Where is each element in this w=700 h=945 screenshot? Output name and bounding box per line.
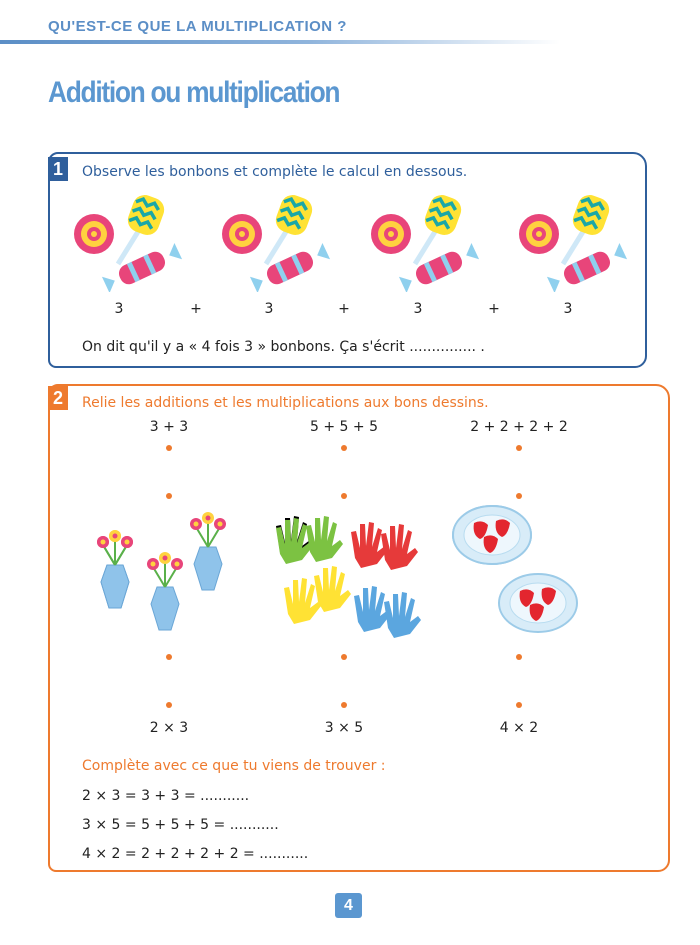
equation-line[interactable]: 2 × 3 = 3 + 3 = ........... [82,788,250,804]
candy-group-illustration [369,192,479,292]
connect-dot[interactable] [516,493,522,499]
exercise-2-instruction: Relie les additions et les multiplications aux bons dessins. [82,395,489,411]
connect-dot[interactable] [166,493,172,499]
connect-dot[interactable] [166,654,172,660]
section-header: QU'EST-CE QUE LA MULTIPLICATION ? [48,18,347,35]
multiplication-label: 2 × 3 [149,720,189,736]
connect-dot[interactable] [516,702,522,708]
connect-dot[interactable] [516,654,522,660]
equation-line[interactable]: 4 × 2 = 2 + 2 + 2 + 2 = ........... [82,846,309,862]
candy-group-illustration [220,192,330,292]
addition-label: 5 + 5 + 5 [310,419,378,435]
term: 3 [413,301,423,317]
addition-label: 3 + 3 [149,419,189,435]
connect-dot[interactable] [341,654,347,660]
exercise-1-sentence[interactable]: On dit qu'il y a « 4 fois 3 » bonbons. Ça s'écrit ............... . [82,339,485,355]
term: 3 [114,301,124,317]
term: 3 [264,301,274,317]
connect-dot[interactable] [516,445,522,451]
exercise-1-badge: 1 [48,157,68,181]
connect-dot[interactable] [341,445,347,451]
connect-dot[interactable] [166,702,172,708]
gloves-illustration [272,512,422,640]
addition-label: 2 + 2 + 2 + 2 [470,419,568,435]
term: 3 [563,301,573,317]
flower-vases-illustration [95,510,245,640]
exercise-1-instruction: Observe les bonbons et complète le calcul en dessous. [82,164,468,180]
exercise-2-badge: 2 [48,386,68,410]
equation-line[interactable]: 3 × 5 = 5 + 5 + 5 = ........... [82,817,279,833]
multiplication-label: 3 × 5 [324,720,364,736]
connect-dot[interactable] [166,445,172,451]
connect-dot[interactable] [341,702,347,708]
plus-sign: + [338,301,350,317]
plus-sign: + [190,301,202,317]
multiplication-label: 4 × 2 [499,720,539,736]
complete-instruction: Complète avec ce que tu viens de trouver : [82,758,386,774]
plus-sign: + [488,301,500,317]
candy-group-illustration [517,192,627,292]
candy-group-illustration [72,192,182,292]
page-title: Addition ou multiplication [48,76,340,109]
connect-dot[interactable] [341,493,347,499]
header-divider [0,40,560,44]
strawberry-plates-illustration [452,505,592,640]
page-number: 4 [335,893,362,918]
